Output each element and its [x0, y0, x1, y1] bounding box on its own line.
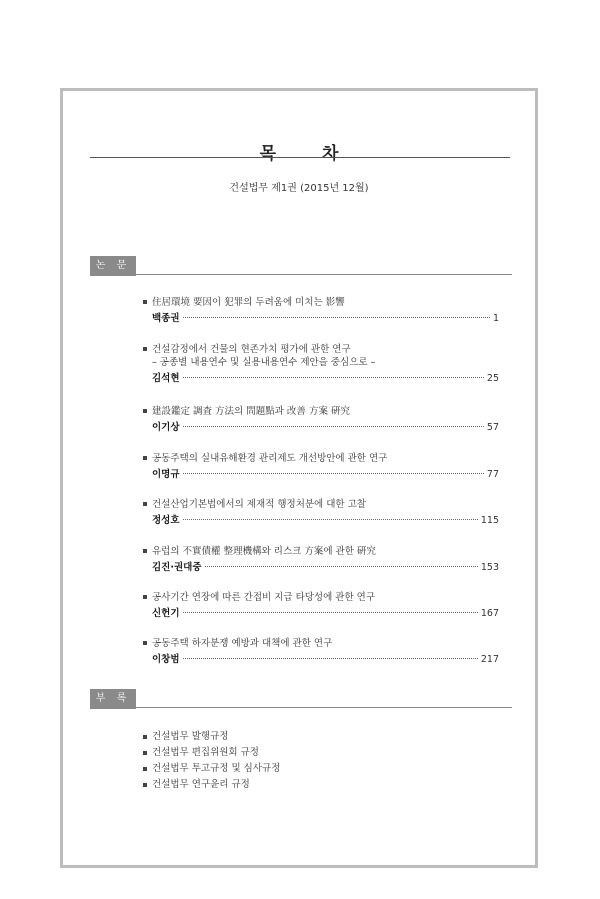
appendix-item[interactable] [143, 777, 483, 793]
dot-leader [183, 658, 478, 659]
toc-entry[interactable] [143, 591, 499, 620]
dot-leader [183, 377, 484, 378]
entry-author: 이기상 [152, 422, 180, 433]
entry-author: 신헌기 [152, 608, 180, 619]
bullet-icon [143, 409, 147, 413]
entry-page: 57 [486, 422, 499, 433]
entry-page: 77 [486, 469, 499, 480]
entry-title: 건설산업기본법에서의 제재적 행정처분에 대한 고찰 [152, 499, 366, 510]
entry-author-row [143, 468, 499, 481]
toc-entry[interactable] [143, 296, 499, 325]
entry-title: 공동주택의 실내유해환경 관리제도 개선방안에 관한 연구 [152, 453, 388, 464]
entry-title: 유럽의 不實債權 整理機構와 리스크 方案에 관한 硏究 [152, 546, 376, 557]
appendix-item[interactable] [143, 761, 483, 777]
toc-page-frame [60, 88, 538, 868]
toc-entry[interactable] [143, 343, 499, 385]
section-header-appendix [90, 689, 512, 711]
bullet-icon [143, 595, 147, 599]
toc-entry[interactable] [143, 637, 499, 666]
dot-leader [183, 612, 478, 613]
section-label-papers: 논 문 [90, 256, 136, 276]
entry-page: 167 [480, 608, 499, 619]
entry-author-row [143, 561, 499, 574]
entry-author-row [143, 514, 499, 527]
dot-leader [205, 566, 478, 567]
bullet-icon [143, 751, 147, 755]
toc-entry[interactable] [143, 498, 499, 527]
entry-page: 217 [480, 654, 499, 665]
entry-author: 김진·권대중 [152, 562, 202, 573]
appendix-item-label: 건설법무 연구윤리 규정 [152, 779, 250, 790]
appendix-item[interactable] [143, 729, 483, 745]
bullet-icon [143, 767, 147, 771]
entry-author-row [143, 312, 499, 325]
toc-entry[interactable] [143, 545, 499, 574]
appendix-item-label: 건설법무 발행규정 [152, 731, 229, 742]
entry-author: 백종권 [152, 313, 180, 324]
bullet-icon [143, 502, 147, 506]
appendix-item-label: 건설법무 편집위원회 규정 [152, 747, 259, 758]
section-rule [136, 707, 512, 708]
appendix-list [143, 729, 483, 793]
entry-title: 건설감정에서 건물의 현존가치 평가에 관한 연구 [152, 344, 351, 355]
entry-author-row [143, 421, 499, 434]
volume-subtitle: 건설법무 제1권 (2015년 12월) [229, 183, 369, 194]
entry-title: 공사기간 연장에 따른 간접비 지급 타당성에 관한 연구 [152, 592, 376, 603]
entry-title: 建設鑑定 調査 方法의 問題點과 改善 方案 硏究 [152, 406, 350, 417]
appendix-item-label: 건설법무 투고규정 및 심사규정 [152, 763, 281, 774]
entry-title: 住居環境 要因이 犯罪의 두려움에 미치는 影響 [152, 297, 345, 308]
bullet-icon [143, 641, 147, 645]
bullet-icon [143, 783, 147, 787]
entry-author: 이명규 [152, 469, 180, 480]
entry-page: 25 [486, 373, 499, 384]
bullet-icon [143, 456, 147, 460]
title-divider [90, 157, 510, 158]
bullet-icon [143, 347, 147, 351]
entry-page: 153 [480, 562, 499, 573]
entry-author-row [143, 607, 499, 620]
dot-leader [183, 317, 490, 318]
bullet-icon [143, 300, 147, 304]
entry-page: 115 [480, 515, 499, 526]
entry-title: 공동주택 하자분쟁 예방과 대책에 관한 연구 [152, 638, 333, 649]
page-title: 목 차 [259, 144, 359, 164]
bullet-icon [143, 549, 147, 553]
entry-author: 김석현 [152, 373, 180, 384]
entry-subtitle: – 공종별 내용연수 및 실용내용연수 제안을 중심으로 – [152, 357, 376, 368]
entry-author-row [143, 653, 499, 666]
appendix-item[interactable] [143, 745, 483, 761]
section-rule [136, 274, 512, 275]
entry-author: 이창범 [152, 654, 180, 665]
dot-leader [183, 426, 484, 427]
bullet-icon [143, 735, 147, 739]
dot-leader [183, 519, 478, 520]
section-header-papers [90, 256, 512, 278]
section-label-appendix: 부 록 [90, 689, 136, 709]
entry-page: 1 [492, 313, 499, 324]
toc-entry[interactable] [143, 452, 499, 481]
dot-leader [183, 473, 484, 474]
entry-author-row [143, 372, 499, 385]
entry-author: 정성호 [152, 515, 180, 526]
toc-entry[interactable] [143, 405, 499, 434]
